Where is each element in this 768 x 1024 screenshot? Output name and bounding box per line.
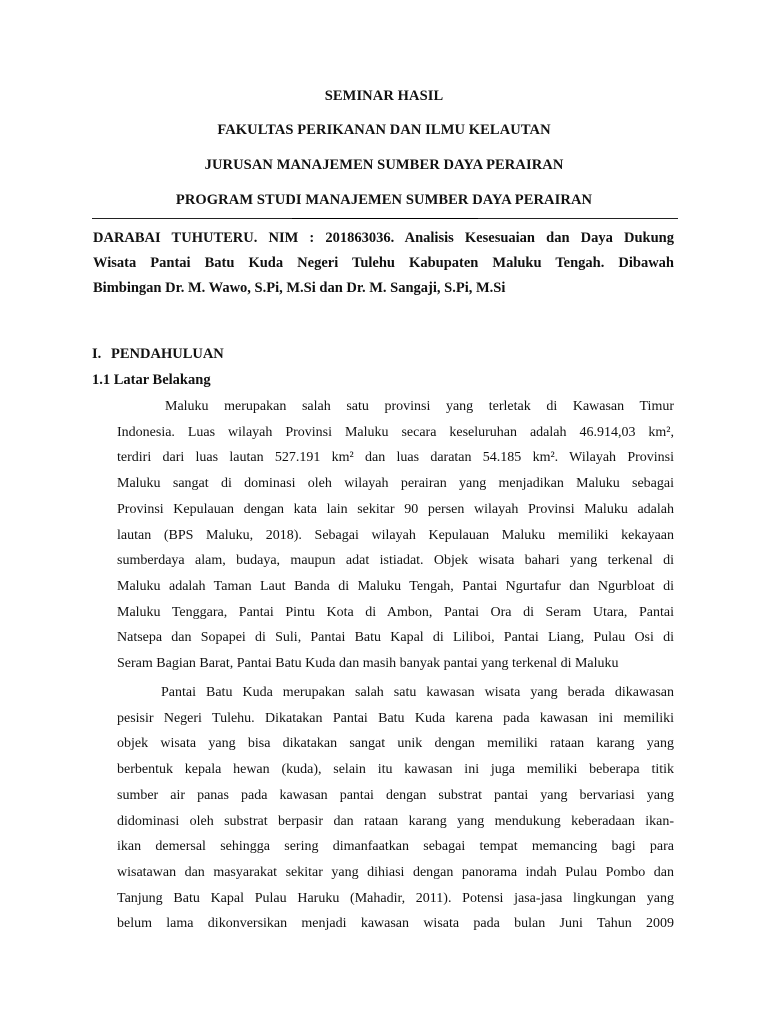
paragraph-line: Maluku sangat di dominasi oleh wilayah perairan yang menjadikan Maluku sebagai (117, 476, 674, 492)
paragraph-1 (117, 394, 674, 677)
paragraph-line: lautan (BPS Maluku, 2018). Sebagai wilayah Kepulauan Maluku memiliki kekayaan (117, 527, 674, 543)
paragraph-line: Tanjung Batu Kapal Pulau Haruku (Mahadir, 2011). Potensi jasa-jasa lingkungan yang (117, 890, 674, 906)
header-department: JURUSAN MANAJEMEN SUMBER DAYA PERAIRAN (204, 157, 564, 173)
paragraph-line: Maluku adalah Taman Laut Banda di Maluku Tengah, Pantai Ngurtafur dan Ngurbloat di (117, 578, 674, 594)
paragraph-line: Natsepa dan Sopapei di Suli, Pantai Batu Kapal di Liliboi, Pantai Liang, Pulau Osi di (117, 630, 674, 646)
abstract-citation (93, 226, 674, 301)
abstract-line: DARABAI TUHUTERU. NIM : 201863036. Analisis Kesesuaian dan Daya Dukung (93, 230, 674, 246)
paragraph-line: Provinsi Kepulauan dengan kata lain sekitar 90 persen wilayah Provinsi Maluku adalah (117, 501, 674, 517)
section-title: PENDAHULUAN (111, 346, 224, 362)
paragraph-line: Maluku merupakan salah satu provinsi yang terletak di Kawasan Timur (165, 399, 674, 414)
paragraph-line: sumber air panas pada kawasan pantai dengan substrat pantai yang bervariasi yang (117, 787, 674, 803)
paragraph-line: didominasi oleh substrat berpasir dan rataan karang yang mendukung keberadaan ikan- (117, 813, 674, 829)
subsection-heading: 1.1 Latar Belakang (92, 372, 211, 388)
section-heading (92, 346, 224, 363)
paragraph-line: pesisir Negeri Tulehu. Dikatakan Pantai Batu Kuda karena pada kawasan ini memiliki (117, 710, 674, 726)
paragraph-line: berbentuk kepala hewan (kuda), selain itu kawasan ini juga memiliki beberapa titik (117, 762, 674, 778)
paragraph-line: ikan demersal sehingga sering dimanfaatkan sebagai tempat memancing bagi para (117, 839, 674, 855)
paragraph-line: belum lama dikonversikan menjadi kawasan wisata pada bulan Juni Tahun 2009 (117, 916, 674, 932)
header-seminar-title: SEMINAR HASIL (324, 88, 444, 104)
paragraph-2 (117, 680, 674, 937)
abstract-line: Wisata Pantai Batu Kuda Negeri Tulehu Kabupaten Maluku Tengah. Dibawah (93, 255, 674, 271)
paragraph-line: Indonesia. Luas wilayah Provinsi Maluku secara keseluruhan adalah 46.914,03 km², (117, 424, 674, 440)
section-number: I. (92, 346, 102, 362)
paragraph-line: wisatawan dan masyarakat sekitar yang dihiasi dengan panorama indah Pulau Pombo dan (117, 864, 674, 880)
paragraph-line: terdiri dari luas lautan 527.191 km² dan luas daratan 54.185 km². Wilayah Provinsi (117, 450, 674, 466)
abstract-line: Bimbingan Dr. M. Wawo, S.Pi, M.Si dan Dr. M. Sangaji, S.Pi, M.Si (93, 280, 506, 296)
header-study-program: PROGRAM STUDI MANAJEMEN SUMBER DAYA PERAIRAN (175, 192, 593, 208)
header-faculty: FAKULTAS PERIKANAN DAN ILMU KELAUTAN (217, 122, 551, 138)
header-divider (92, 218, 678, 219)
paragraph-line: Maluku Tenggara, Pantai Pintu Kota di Ambon, Pantai Ora di Seram Utara, Pantai (117, 604, 674, 620)
paragraph-line: objek wisata yang bisa dikatakan sangat unik dengan memiliki rataan karang yang (117, 736, 674, 752)
paragraph-line: sumberdaya alam, budaya, maupun adat istiadat. Objek wisata bahari yang terkenal di (117, 553, 674, 569)
paragraph-line: Pantai Batu Kuda merupakan salah satu kawasan wisata yang berada dikawasan (161, 685, 674, 700)
paragraph-line: Seram Bagian Barat, Pantai Batu Kuda dan masih banyak pantai yang terkenal di Maluku (117, 656, 619, 672)
